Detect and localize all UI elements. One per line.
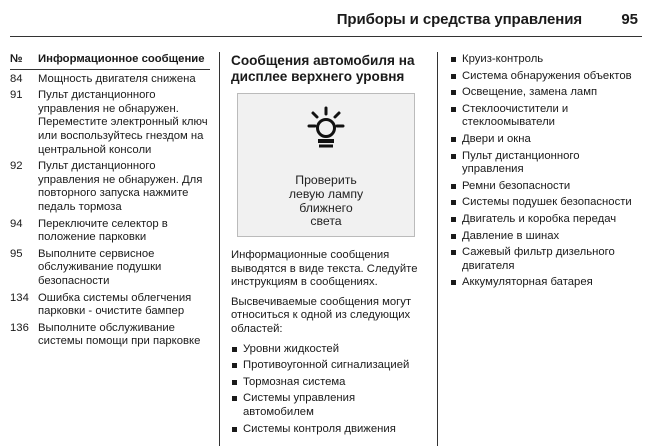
table-row (10, 218, 210, 245)
bulb-warning-icon (306, 106, 346, 150)
area-list (450, 53, 642, 290)
header-rule (10, 36, 642, 37)
table-header (10, 53, 210, 70)
section-title: Сообщения автомобиля на дисплее верхнего уровня (231, 53, 415, 84)
row-number: 84 (10, 72, 23, 85)
message-table (10, 53, 210, 352)
list-item: Сажевый фильтр дизельного двигателя (450, 246, 642, 273)
paragraph: Информационные сообщения выводятся в виде текста. Следуйте инструкциям в сообщениях. (231, 249, 418, 289)
row-message: Выполните обслуживание системы помощи при парковке (38, 321, 201, 348)
table-row (10, 160, 210, 214)
table-header-message: Информационное сообщение (38, 53, 205, 65)
list-item: Системы подушек безопасности (450, 196, 642, 210)
table-row (10, 248, 210, 289)
column-divider-left (219, 52, 220, 446)
row-message: Пульт дистанционного управления не обнаружен. Переместите электронный ключ или воспользуйтесь гнездом на центральной консоли (38, 89, 208, 156)
vehicle-messages-section (231, 53, 429, 439)
list-item: Стеклоочистители и стеклоомыватели (450, 103, 642, 130)
row-number: 94 (10, 217, 23, 230)
row-number: 92 (10, 160, 23, 173)
list-item: Круиз-контроль (450, 53, 642, 67)
display-line: левую лампу (288, 186, 364, 201)
area-list-continued (450, 53, 642, 293)
list-item: Уровни жидкостей (231, 343, 429, 357)
row-number: 136 (10, 321, 29, 334)
table-row (10, 292, 210, 319)
row-number: 91 (10, 89, 23, 102)
row-message: Выполните сервисное обслуживание подушки безопасности (38, 247, 162, 287)
list-item: Двери и окна (450, 133, 642, 147)
row-number: 95 (10, 247, 23, 260)
paragraph: Высвечиваемые сообщения могут относиться к одной из следующих областей: (231, 295, 412, 335)
page-number: 95 (621, 11, 638, 28)
row-message: Ошибка системы облегчения парковки - очистите бампер (38, 291, 192, 318)
display-line: света (310, 214, 342, 229)
header-title: Приборы и средства управления (336, 11, 582, 28)
list-item: Давление в шинах (450, 230, 642, 244)
row-number: 134 (10, 291, 29, 304)
table-row (10, 89, 210, 157)
list-item: Системы управления автомобилем (231, 392, 429, 419)
list-item: Системы контроля движения (231, 423, 429, 437)
list-item: Противоугонной сигнализацией (231, 359, 429, 373)
display-line: Проверить (295, 173, 357, 187)
table-row (10, 322, 210, 349)
row-message: Мощность двигателя снижена (38, 72, 196, 85)
list-item: Двигатель и коробка передач (450, 213, 642, 227)
row-message: Пульт дистанционного управления не обнаружен. Для повторного запуска нажмите педаль тормоза (38, 160, 203, 213)
list-item: Пульт дистанционного управления (450, 150, 642, 177)
table-header-num: № (10, 53, 23, 65)
display-line: ближнего (299, 200, 353, 215)
area-list (231, 343, 429, 437)
row-message: Переключите селектор в положение парковки (38, 217, 168, 244)
list-item: Аккумуляторная батарея (450, 276, 642, 290)
display-illustration (237, 93, 415, 237)
table-row (10, 73, 210, 87)
display-message (238, 174, 414, 229)
list-item: Ремни безопасности (450, 180, 642, 194)
list-item: Система обнаружения объектов (450, 70, 642, 84)
column-divider-right (437, 52, 438, 446)
list-item: Тормозная система (231, 376, 429, 390)
list-item: Освещение, замена ламп (450, 86, 642, 100)
